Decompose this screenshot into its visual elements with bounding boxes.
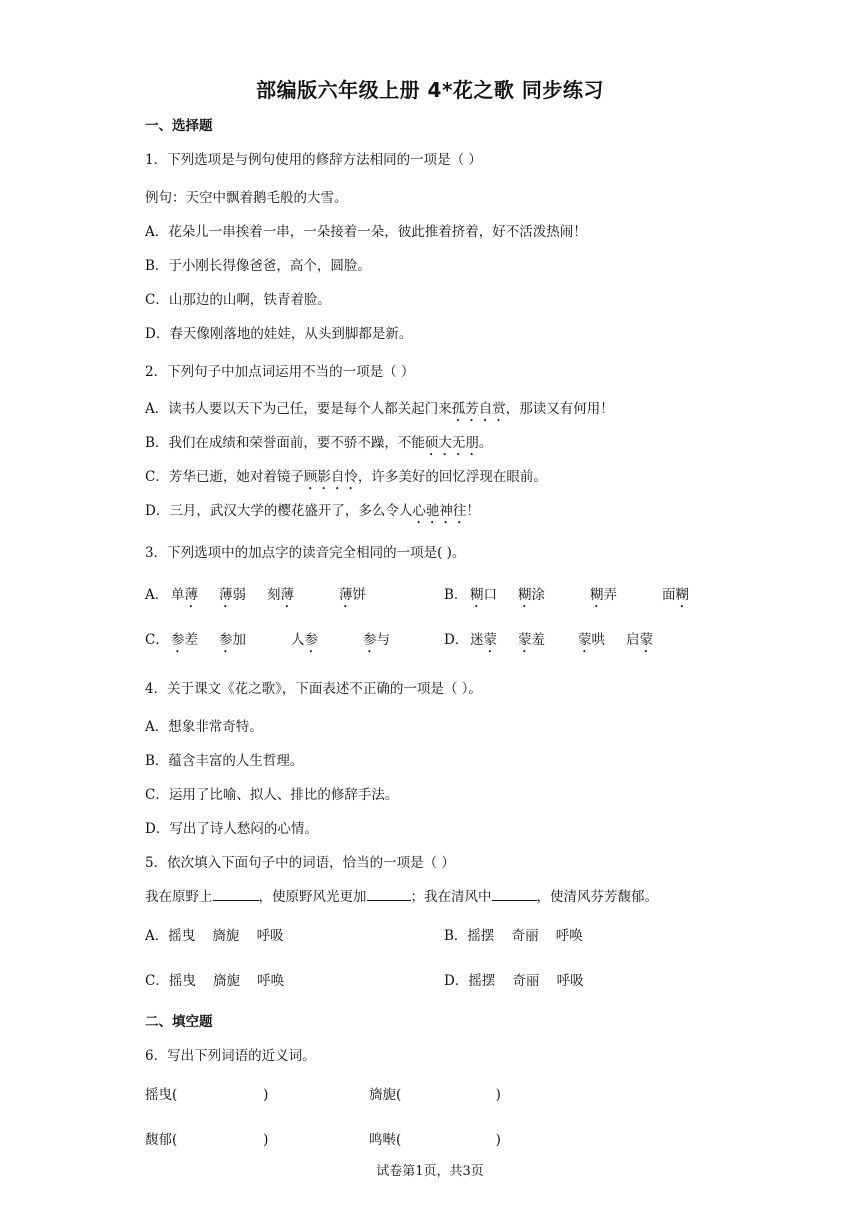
q3-b-word-2: 糊涂 — [518, 587, 545, 603]
q2-a-post: ，那读又有何用！ — [505, 401, 614, 417]
q2-option-d — [145, 499, 480, 527]
q3-a-word-4: 薄饼 — [339, 587, 366, 603]
q3-c-word-3: 人参 — [291, 632, 318, 648]
q4-stem: 4．关于课文《花之歌》，下面表述不正确的一项是（ ）。 — [145, 681, 482, 697]
q6-row-1 — [145, 1083, 745, 1103]
q3-d-word-4: 启蒙 — [626, 632, 653, 648]
page-title: 部编版六年级上册 4*花之歌 同步练习 — [256, 78, 604, 102]
q1-example: 例句：天空中飘着鹅毛般的大雪。 — [145, 190, 348, 206]
q3-d-word-1: 迷蒙 — [470, 632, 497, 648]
q3-c-word-4: 参与 — [363, 632, 390, 648]
q2-d-post: ！ — [466, 503, 480, 519]
q2-d-pre: D．三月，武汉大学的樱花盛开了，多么令人 — [145, 503, 413, 519]
q6-word-3: 馥郁( ) — [145, 1132, 269, 1148]
q3-row-cd — [145, 628, 745, 648]
page-footer: 试卷第1页，共3页 — [376, 1164, 484, 1179]
q5-option-d: D．摇摆 奇丽 呼吸 — [444, 973, 584, 989]
q5-option-b: B．摇摆 奇丽 呼唤 — [444, 928, 583, 944]
q2-option-b — [145, 431, 492, 459]
q2-c-post: ，许多美好的回忆浮现在眼前。 — [357, 469, 547, 485]
q2-c-pre: C．芳华已逝，她对着镜子 — [145, 469, 304, 485]
q6-stem: 6．写出下列词语的近义词。 — [145, 1048, 316, 1064]
q3-c-word-2: 参加 — [219, 632, 246, 648]
q5-sentence: 我在原野上 ，使原野风光更加 ；我在清风中 ，使清风芬芳馥郁。 — [145, 889, 658, 905]
q3-a-word-2: 薄弱 — [219, 587, 246, 603]
q1-stem: 1．下列选项是与例句使用的修辞方法相同的一项是（ ） — [145, 152, 482, 168]
blank-2 — [367, 888, 411, 901]
q2-stem: 2．下列句子中加点词运用不当的一项是（ ） — [145, 364, 415, 380]
q3-a-word-3: 刻薄 — [267, 587, 294, 603]
q4-option-c: C．运用了比喻、拟人、排比的修辞手法。 — [145, 787, 399, 803]
section-heading-fill: 二、填空题 — [145, 1014, 213, 1030]
q3-label-d: D． — [444, 632, 469, 648]
q4-option-d: D．写出了诗人愁闷的心情。 — [145, 821, 318, 837]
q6-row-2 — [145, 1128, 745, 1148]
q2-option-c — [145, 465, 547, 493]
q6-word-2: 旖旎( ) — [369, 1087, 501, 1103]
q5-stem: 5．依次填入下面句子中的词语，恰当的一项是（ ） — [145, 855, 455, 871]
q3-d-word-3: 蒙哄 — [578, 632, 605, 648]
q5-option-a: A．摇曳 旖旎 呼吸 — [145, 928, 284, 944]
q6-word-4: 鸣啭( ) — [369, 1132, 501, 1148]
q3-stem: 3．下列选项中的加点字的读音完全相同的一项是( )。 — [145, 545, 466, 561]
q2-a-pre: A．读书人要以天下为己任，要是每个人都关起门来 — [145, 401, 452, 417]
q5-option-c: C．摇曳 旖旎 呼唤 — [145, 973, 285, 989]
q3-d-word-2: 蒙羞 — [518, 632, 545, 648]
q2-a-dotted-word: 孤芳自赏 — [451, 401, 506, 417]
q5-row-ab — [145, 924, 745, 944]
blank-1 — [213, 888, 259, 901]
q1-option-b: B．于小刚长得像爸爸，高个，圆脸。 — [145, 258, 371, 274]
q2-b-dotted-word: 硕大无朋 — [424, 435, 479, 451]
q3-c-word-1: 参差 — [171, 632, 198, 648]
blank-3 — [492, 888, 537, 901]
q3-row-ab — [145, 583, 745, 603]
q3-b-word-3: 糊弄 — [590, 587, 617, 603]
q2-option-a — [145, 397, 614, 425]
section-heading-choice: 一、选择题 — [145, 118, 213, 134]
q3-b-word-4: 面糊 — [662, 587, 689, 603]
q3-b-word-1: 糊口 — [470, 587, 497, 603]
q4-option-b: B．蕴含丰富的人生哲理。 — [145, 753, 304, 769]
q3-a-word-1: 单薄 — [171, 587, 198, 603]
q3-label-c: C． — [145, 632, 169, 648]
q2-b-post: 。 — [478, 435, 493, 451]
q3-label-b: B． — [444, 587, 468, 603]
q2-d-dotted-word: 心驰神往 — [412, 503, 467, 519]
q5-row-cd — [145, 969, 745, 989]
q2-b-pre: B．我们在成绩和荣誉面前，要不骄不躁，不能 — [145, 435, 425, 451]
q4-option-a: A．想象非常奇特。 — [145, 719, 263, 735]
q1-option-c: C．山那边的山啊，铁青着脸。 — [145, 292, 331, 308]
q6-word-1: 摇曳( ) — [145, 1087, 269, 1103]
q3-label-a: A． — [145, 587, 169, 603]
q1-option-d: D．春天像刚落地的娃娃，从头到脚都是新。 — [145, 326, 413, 342]
q2-c-dotted-word: 顾影自怜 — [303, 469, 358, 485]
q1-option-a: A．花朵儿一串挨着一串，一朵接着一朵，彼此推着挤着，好不活泼热闹！ — [145, 224, 587, 240]
